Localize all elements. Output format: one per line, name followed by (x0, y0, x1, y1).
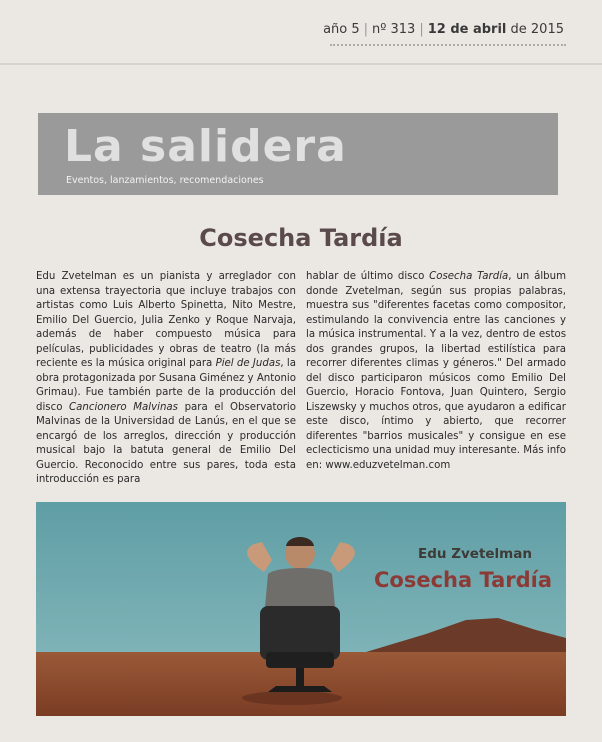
article-paragraph (36, 270, 296, 488)
dateline-rule (330, 44, 566, 46)
chair-shadow (242, 691, 342, 705)
issue-label: año 5 (323, 22, 360, 37)
separator: | (419, 22, 424, 37)
text-run: , un álbum donde Zvetelman, según sus propias palabras, muestra sus "diferentes facetas como compositor, estimulando la convivencia entre las canciones y la música instrumental. Y a la vez, dentro de estos dos grandes grupos, la libertad estilística para recorrer diferentes climas y géneros." Del armado del disco participaron músicos como Emilio Del Guercio, Horacio Fontova, Juan Quintero, Sergio Liszewsky y muchos otros, que ayudaron a edificar este disco, íntimo y abierto, que recorrer diferentes "barrios musicales" y consigue en ese eclecticismo una unidad muy interesante. Más info en: www.eduzvetelman.com (306, 271, 566, 471)
text-run: hablar de último disco (306, 271, 430, 282)
cover-artist-name: Edu Zvetelman (418, 546, 532, 562)
italic-title: Cancionero Malvinas (69, 401, 178, 413)
album-cover-art (36, 502, 566, 716)
text-run: Edu Zvetelman es un pianista y arreglador con una extensa trayectoria que incluye trabajos con artistas como Luis Alberto Spinetta, Nito Mestre, Emilio Del Guercio, Julia Zenko y Roque Narvaja, además de haber compuesto música para películas, publicidades y obras de teatro (la más reciente es la música original para (36, 271, 296, 369)
section-title: La salidera (64, 121, 347, 172)
issue-number: nº 313 (372, 22, 416, 37)
album-cover-photo (36, 502, 566, 716)
section-subtitle: Eventos, lanzamientos, recomendaciones (66, 175, 264, 186)
article-column-right (306, 270, 566, 473)
section-header (38, 113, 558, 195)
italic-title: Cosecha Tardía (429, 271, 509, 282)
article-paragraph (306, 270, 566, 473)
fold-line (0, 63, 602, 65)
separator: | (363, 22, 369, 37)
text-run: para el Observatorio Malvinas de la Universidad de Lanús, en el que se encargó de los arreglos, dirección y producción musical bajo la batuta general de Emilio Del Guercio. Reconocido entre sus pares, toda esta introducción es para (36, 401, 296, 485)
text-run: , la obra protagonizada por Susana Giménez y Antonio Grimau). Fue también parte de la producción del disco (36, 358, 296, 413)
cover-album-title: Cosecha Tardía (374, 568, 553, 592)
issue-date: 12 de abril (427, 22, 507, 37)
article-column-left (36, 270, 296, 488)
article-headline: Cosecha Tardía (199, 224, 403, 252)
italic-title: Piel de Judas (215, 358, 281, 369)
issue-year: de 2015 (510, 22, 564, 37)
dateline (323, 22, 564, 37)
